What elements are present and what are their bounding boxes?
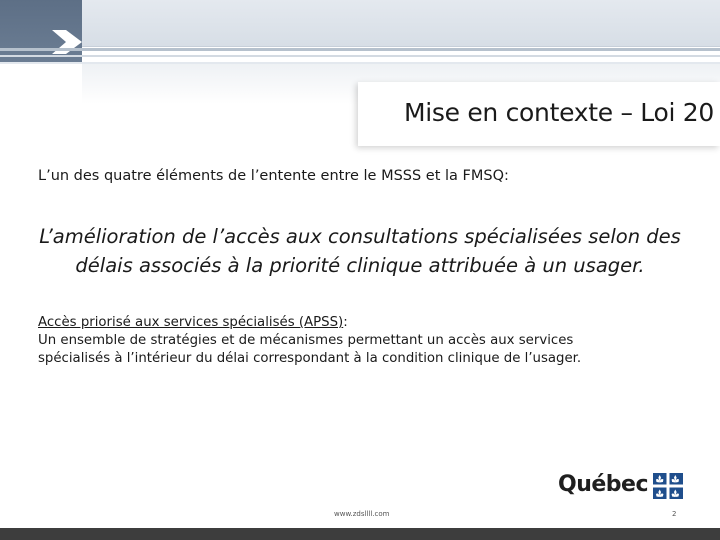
- quote-line-1: L’amélioration de l’accès aux consultations spécialisées selon des: [39, 225, 681, 248]
- apss-heading-row: [38, 314, 698, 332]
- quote-block: [30, 222, 690, 280]
- chevron-right-icon: [50, 28, 84, 56]
- apss-definition: [38, 314, 698, 368]
- apss-line-2: spécialisés à l’intérieur du délai correspondant à la condition clinique de l’usager.: [38, 351, 582, 366]
- logo-wordmark: Québec: [558, 472, 648, 497]
- fleur-de-lis-flag-icon: [653, 473, 683, 499]
- quote-line-2: délais associés à la priorité clinique attribuée à un usager.: [75, 254, 645, 277]
- apss-heading-colon: :: [343, 315, 348, 330]
- footer-bar: [0, 528, 720, 540]
- banner-divider: [0, 55, 720, 57]
- footer-url: www.zdsllll.com: [334, 510, 390, 518]
- apss-line-1: Un ensemble de stratégies et de mécanismes permettant un accès aux services: [38, 333, 574, 348]
- intro-text: L’un des quatre éléments de l’entente entre le MSSS et la FMSQ:: [38, 168, 509, 184]
- quebec-logo: [558, 470, 688, 504]
- slide-title: Mise en contexte – Loi 20: [403, 98, 714, 127]
- banner-divider: [0, 48, 720, 51]
- page-number: 2: [672, 510, 677, 518]
- banner-right-panel: [82, 0, 720, 47]
- title-box: [358, 82, 720, 146]
- apss-heading: Accès priorisé aux services spécialisés (APSS): [38, 315, 344, 330]
